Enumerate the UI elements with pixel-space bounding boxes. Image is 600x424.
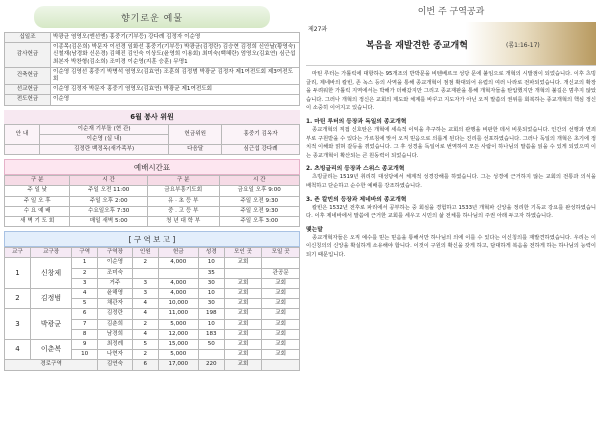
table-cell: 5,000: [158, 319, 198, 329]
table-row: [5, 85, 300, 95]
table-cell: 교회: [262, 309, 300, 319]
table-cell: 3: [132, 278, 158, 288]
table-row: [5, 67, 300, 84]
table-cell: 주일 오전 9:30: [219, 196, 300, 206]
flowers-banner: [34, 6, 270, 28]
table-cell: 10: [72, 350, 98, 360]
group-leader: 박광균: [30, 309, 71, 340]
table-cell: 교회: [262, 278, 300, 288]
table-cell: 주일 오전 11:00: [70, 186, 147, 196]
table-cell: [262, 360, 300, 370]
table-cell: 주일 오후 3:00: [219, 217, 300, 227]
offering-names: 이순영: [51, 95, 300, 105]
table-cell: 2: [132, 350, 158, 360]
table-cell: 교회: [224, 329, 262, 339]
group-leader: 신창제: [30, 258, 71, 289]
table-cell: 5,000: [158, 350, 198, 360]
column-header: 구 분: [5, 176, 70, 186]
table-cell: 교회: [224, 289, 262, 299]
group-number: 1: [5, 258, 31, 289]
table-cell: 윤해영: [98, 289, 133, 299]
lesson-number: 제27과: [308, 26, 328, 33]
table-cell: 청 년 대 학 부: [147, 217, 219, 227]
table-cell: 김춘희: [98, 319, 133, 329]
table-cell: 10: [198, 258, 224, 268]
worship-title: 예배시간표: [4, 159, 300, 175]
table-row: [5, 340, 300, 350]
table-cell: 교회: [262, 289, 300, 299]
table-header-row: [5, 248, 300, 258]
table-cell: 4,000: [158, 258, 198, 268]
lesson-intro: 마틴 루터는 가톨릭에 대항하는 95개조의 반박문을 비텐베르크 성당 문에 붙임으로 개혁의 시발점이 되었습니다. 이후 츠빙글리, 제네바의 칼빈, 존 녹스 등의 사역을 통해 종교개혁이 점점 확대되어 유럽의 여러 나라로 전파되었습니다. 개신교의 확장을 두려워한 가톨릭 지역에서는 박해가 더해갔지만 그리고 종교재판을 통해 개혁자들을 탄압했지만 개혁의 불길은 멈추지 않았습니다. 그러나 개혁의 정신은 교회의 제도와 체계를 바꾸고 지도자가 아닌 오직 말씀의 권위를 회복하는 종교개혁의 핵심 정신이 소중히 이어지고 있습니다.: [306, 71, 596, 112]
table-cell: 나현자: [98, 350, 133, 360]
table-row: [5, 33, 300, 43]
table-cell: 교회: [224, 299, 262, 309]
offering-names: 박광균 염영오(엔선엔) 홍중기(기부등) 강다례 김정자 이순영: [51, 33, 300, 43]
table-cell: 교회: [224, 340, 262, 350]
table-row: [5, 43, 300, 68]
table-cell: 교회: [224, 360, 262, 370]
table-cell: 교회: [224, 258, 262, 268]
table-cell: 2: [132, 319, 158, 329]
column-header: 시 간: [70, 176, 147, 186]
table-cell: 7: [72, 319, 98, 329]
column-header: 구역장: [98, 248, 133, 258]
table-cell: [158, 268, 198, 278]
lesson-title: 복음을 재발견한 종교개혁: [366, 41, 468, 51]
table-cell: 금요부흥기도회: [147, 186, 219, 196]
visit-cell: 심근섭 강다례: [222, 145, 300, 155]
table-cell: 교회: [262, 340, 300, 350]
table-cell: 198: [198, 309, 224, 319]
offering-table: [4, 32, 300, 106]
lesson-article: [306, 70, 596, 260]
table-row: [5, 360, 300, 370]
visit-cell: 김정란 백정옥(새가족부): [39, 145, 168, 155]
table-row: [5, 206, 300, 216]
offering-role: 전도헌금: [5, 95, 51, 105]
group-number: 3: [5, 309, 31, 340]
visit-cell: 다음달: [169, 145, 222, 155]
column-header: 헌금: [158, 248, 198, 258]
table-header-row: [5, 176, 300, 186]
table-cell: 4,000: [158, 278, 198, 288]
table-cell: 4,000: [158, 289, 198, 299]
table-cell: [224, 268, 262, 278]
table-cell: 수 요 예 배: [5, 206, 70, 216]
table-cell: 교회: [262, 329, 300, 339]
column-header: 성경: [198, 248, 224, 258]
table-cell: 경로구역: [5, 360, 98, 370]
left-column: [4, 4, 300, 420]
table-cell: 50: [198, 340, 224, 350]
table-cell: 이순영: [98, 258, 133, 268]
lesson-heading-1: 1. 마틴 루터의 등장과 독일의 종교개혁: [306, 118, 407, 125]
visit-guide-label: 안 내: [5, 124, 40, 144]
column-header: 시 간: [219, 176, 300, 186]
table-cell: 11,000: [158, 309, 198, 319]
column-header: 모일 곳: [262, 248, 300, 258]
lesson-heading-4: 맺는말: [306, 226, 323, 233]
group-leader: 이춘복: [30, 340, 71, 360]
table-cell: 주 일 낮: [5, 186, 70, 196]
table-cell: 5: [132, 340, 158, 350]
table-cell: 주 일 오 후: [5, 196, 70, 206]
group-number: 2: [5, 289, 31, 309]
table-cell: 6: [72, 309, 98, 319]
lesson-paragraph-3: 칼빈은 1532년 전후로 파리에서 공부하는 중 회심을 경험하고 1533년 개혁파 신앙을 정리한 기독교 강요를 완성하였습니다. 이후 제네바에서 말씀에 근거한 교회를 세우고 시민의 삶 전체를 하나님의 주권 아래 두고자 하였습니다.: [306, 204, 596, 220]
lesson-paragraph-1: 종교개혁의 직접 신호탄은 개혁에 세속적 이익을 추구하는 교회의 관행을 비판한 데서 비롯되었습니다. 인간의 선행과 면죄부로 구원받을 수 있다는 가르침에 맞서 오직 믿음으로 의롭게 된다는 진리를 선포하였습니다. 그러나 독일의 개혁은 초기에 정치적 이해와 얽혀 갈등을 겪었습니다. 그 후 성경을 독일어로 번역하여 모든 사람이 하나님의 말씀을 읽을 수 있게 되었으며 이는 종교개혁이 확산되는 큰 원동력이 되었습니다.: [306, 126, 596, 159]
table-cell: 김연숙: [98, 360, 133, 370]
table-cell: 교회: [262, 350, 300, 360]
table-cell: 주일 오후 2:00: [70, 196, 147, 206]
table-cell: 183: [198, 329, 224, 339]
table-cell: 30: [198, 278, 224, 288]
column-header: 구역: [72, 248, 98, 258]
table-cell: 금요일 오후 9:00: [219, 186, 300, 196]
table-row: [5, 145, 300, 155]
table-cell: 교회: [262, 319, 300, 329]
table-cell: 교회: [224, 309, 262, 319]
table-row: [5, 124, 300, 134]
column-header: 구 분: [147, 176, 219, 186]
group-leader: 김정범: [30, 289, 71, 309]
offering-role: 선교헌금: [5, 85, 51, 95]
table-cell: 최정례: [98, 340, 133, 350]
lesson-heading-2: 2. 츠빙글리의 등장과 스위스 종교개혁: [306, 166, 405, 173]
group-number: 4: [5, 340, 31, 360]
table-cell: 5: [72, 299, 98, 309]
table-cell: 교회: [224, 350, 262, 360]
table-cell: 관공문: [262, 268, 300, 278]
lesson-section-title: 이번 주 구역공과: [417, 7, 485, 17]
table-cell: [198, 350, 224, 360]
visit-cell: 이순영 (실 내): [39, 134, 168, 144]
worship-table: [4, 175, 300, 227]
table-cell: 17,000: [158, 360, 198, 370]
column-header: 모인 곳: [224, 248, 262, 258]
table-cell: 9: [72, 340, 98, 350]
table-cell: 거주: [98, 278, 133, 288]
offering-role: 감사헌금: [5, 43, 51, 68]
table-cell: 유 · 초 등 부: [147, 196, 219, 206]
table-cell: 교회: [224, 319, 262, 329]
right-column: [306, 4, 596, 420]
table-row: [5, 186, 300, 196]
table-row: [5, 289, 300, 299]
table-cell: 중 . 고 등 부: [147, 206, 219, 216]
table-row: [5, 217, 300, 227]
column-header: 인원: [132, 248, 158, 258]
table-cell: 4: [132, 309, 158, 319]
table-row: [5, 95, 300, 105]
sections-title: [ 구 역 보 고 ]: [4, 231, 300, 247]
table-cell: 김정란: [98, 309, 133, 319]
table-cell: [132, 268, 158, 278]
table-row: [5, 196, 300, 206]
visit-cell: 홍중기 김옥자: [222, 124, 300, 144]
table-cell: 새 벽 기 도 회: [5, 217, 70, 227]
lesson-paragraph-2: 츠빙글리는 1519년 취리히 대성당에서 체계적 성경강해를 하였습니다. 그는 성경에 근거하지 않는 교회의 전통과 의식을 배척하고 단순하고 순수한 예배를 강조하였습니다.: [306, 174, 596, 189]
table-cell: 2: [132, 258, 158, 268]
offering-names: 이순영 김정자 박문자 홍중기 염영오(김효연) 박광균 제1여전도회: [51, 85, 300, 95]
table-cell: 30: [198, 299, 224, 309]
visit-cell: [5, 145, 40, 155]
table-row: [5, 309, 300, 319]
visit-title: 6월 봉사 위원: [4, 110, 300, 124]
column-header: 교구: [5, 248, 31, 258]
table-cell: 10,000: [158, 299, 198, 309]
table-cell: 10: [198, 319, 224, 329]
offering-names: 이순영 김영선 홍중기 박병석 염영오(김효연) 조훈희 김정범 박광균 김정자 제1여전도회 제3여전도회: [51, 67, 300, 84]
offering-names: 이종목(김은희) 박문자 이선경 임화선 홍중기(기부등) 박광균(김정란) 김승현 김정희 신안날(황영숙) 신철재(남경화 신은경) 김해진 김인숙 이상도(윤영희 이용회) 최미숙(백혜란) 엄영오(김효연) 심근섭 최본자 박찬형(김소희) 조미경 이순영(지훈 승훈) 무명1: [51, 43, 300, 68]
lesson-paragraph-4: 종교개혁자들은 오직 예수를 믿는 믿음을 통해서만 하나님의 의에 이를 수 있다는 이신칭의를 재발견하였습니다. 우리는 이 이신칭의의 신앙을 확실하게 소유해야 합니다. 이것이 구원의 확신을 갖게 하고, 담대하게 복음을 전하게 하는 하나님의 능력이 되기 때문입니다.: [306, 234, 596, 258]
table-cell: 4: [72, 289, 98, 299]
table-cell: 교회: [224, 278, 262, 288]
table-cell: 4: [132, 299, 158, 309]
table-cell: 주일 오전 9:30: [219, 206, 300, 216]
lesson-header: [306, 22, 596, 66]
table-cell: 3: [72, 278, 98, 288]
offering-role: 건축헌금: [5, 67, 51, 84]
table-cell: 3: [132, 289, 158, 299]
table-cell: 채관자: [98, 299, 133, 309]
table-row: [5, 258, 300, 268]
table-cell: 35: [198, 268, 224, 278]
table-cell: 남경희: [98, 329, 133, 339]
visit-table: [4, 124, 300, 156]
table-cell: 12,000: [158, 329, 198, 339]
table-cell: 교회: [262, 299, 300, 309]
table-cell: 1: [72, 258, 98, 268]
visit-cell: 이순재 기부돌 (현 관): [39, 124, 168, 134]
table-cell: 15,000: [158, 340, 198, 350]
table-cell: 220: [198, 360, 224, 370]
table-cell: 매일 새벽 5:00: [70, 217, 147, 227]
flowers-title: 향기로운 예물: [120, 13, 184, 24]
table-cell: 2: [72, 268, 98, 278]
table-cell: 10: [198, 289, 224, 299]
offering-role: 십일조: [5, 33, 51, 43]
table-cell: [262, 258, 300, 268]
table-cell: 6: [132, 360, 158, 370]
lesson-reference: (롬1:16-17): [506, 42, 540, 49]
table-cell: 4: [132, 329, 158, 339]
lesson-heading-3: 3. 존 칼빈의 등장과 제네바의 종교개혁: [306, 196, 407, 203]
table-cell: 수요일오후 7:30: [70, 206, 147, 216]
table-cell: 조미숙: [98, 268, 133, 278]
table-cell: 8: [72, 329, 98, 339]
sections-table: [4, 247, 300, 370]
column-header: 교구장: [30, 248, 71, 258]
visit-cell: 헌금위원: [169, 124, 222, 144]
